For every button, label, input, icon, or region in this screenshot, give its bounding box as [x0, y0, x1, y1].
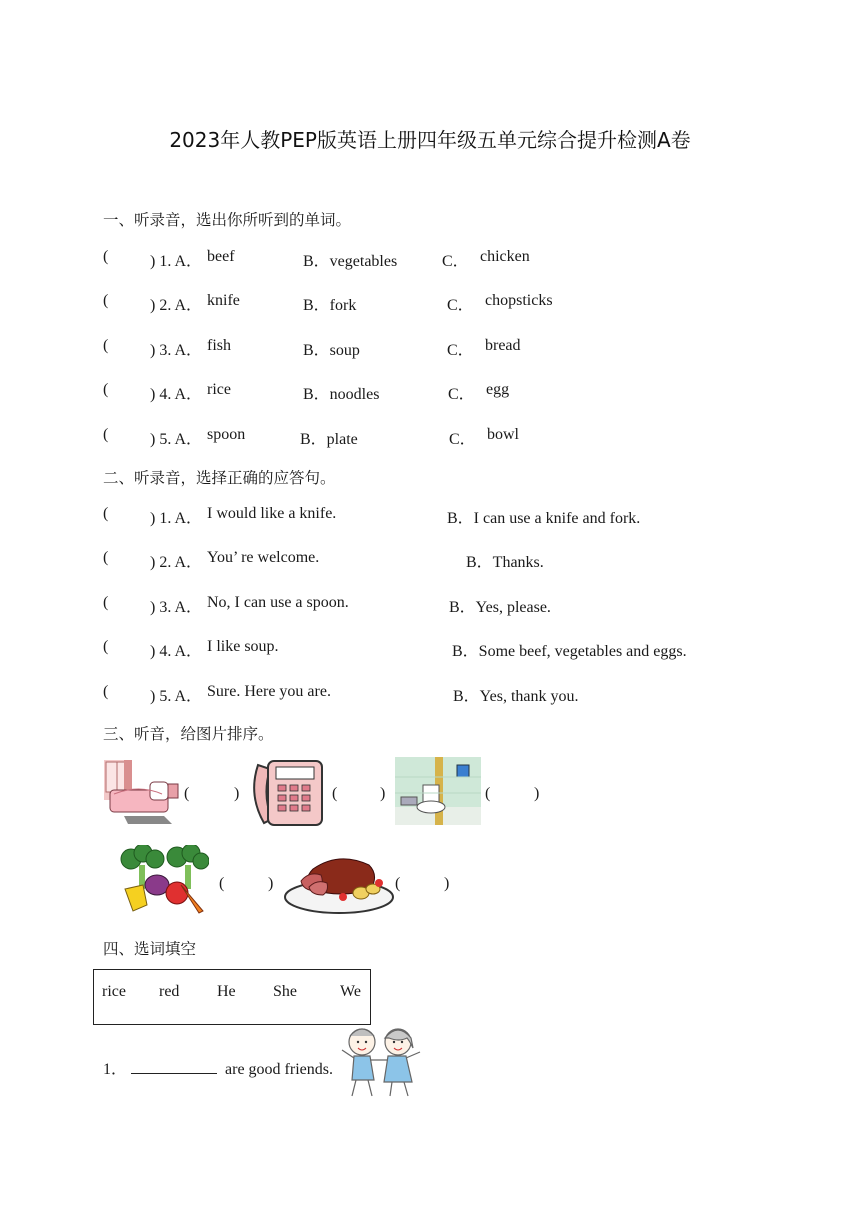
- option-a: You’ re welcome.: [207, 549, 320, 566]
- option-b: B．soup: [303, 342, 360, 359]
- order-paren-close: ): [234, 785, 240, 802]
- vegetables-image: [117, 845, 209, 915]
- question-number: ) 1. A．: [150, 510, 203, 527]
- word-option: red: [159, 983, 180, 1000]
- telephone-image: [250, 757, 326, 829]
- order-paren-open[interactable]: (: [395, 875, 401, 892]
- option-a: Sure. Here you are.: [207, 683, 331, 700]
- option-b: B．Yes, thank you.: [453, 688, 579, 705]
- option-c: chopsticks: [485, 292, 553, 309]
- word-option: We: [340, 983, 361, 1000]
- option-c: chicken: [480, 248, 530, 265]
- page-title: 2023年人教PEP版英语上册四年级五单元综合提升检测A卷: [169, 128, 691, 152]
- option-c-label: C．: [449, 431, 476, 448]
- order-paren-open[interactable]: (: [219, 875, 225, 892]
- word-option: She: [273, 983, 297, 1000]
- question-number: ) 3. A．: [150, 599, 203, 616]
- option-b: B．fork: [303, 297, 357, 314]
- answer-blank[interactable]: [131, 1059, 217, 1074]
- answer-paren-open[interactable]: (: [103, 292, 109, 309]
- question-number: ) 5. A．: [150, 431, 203, 448]
- option-c: bowl: [487, 426, 519, 443]
- option-a: I like soup.: [207, 638, 279, 655]
- word-option: rice: [102, 983, 126, 1000]
- option-b: B．Some beef, vegetables and eggs.: [452, 643, 687, 660]
- order-paren-open[interactable]: (: [184, 785, 190, 802]
- order-paren-open[interactable]: (: [485, 785, 491, 802]
- option-b: B．vegetables: [303, 253, 398, 270]
- question-number: ) 1. A．: [150, 253, 203, 270]
- option-a: beef: [207, 248, 235, 265]
- answer-paren-open[interactable]: (: [103, 549, 109, 566]
- order-paren-close: ): [380, 785, 386, 802]
- question-number: 1．: [103, 1061, 128, 1078]
- option-a: rice: [207, 381, 231, 398]
- friends-image: [340, 1024, 422, 1100]
- answer-paren-open[interactable]: (: [103, 683, 109, 700]
- beef-plate-image: [283, 851, 395, 915]
- order-paren-close: ): [444, 875, 450, 892]
- answer-paren-open[interactable]: (: [103, 248, 109, 265]
- answer-paren-open[interactable]: (: [103, 594, 109, 611]
- option-c: bread: [485, 337, 521, 354]
- question-number: ) 4. A．: [150, 643, 203, 660]
- word-bank-box: [93, 969, 371, 1025]
- order-paren-close: ): [268, 875, 274, 892]
- option-a: knife: [207, 292, 240, 309]
- word-option: He: [217, 983, 236, 1000]
- bathroom-image: [395, 757, 481, 825]
- section4-heading: 四、选词填空: [103, 940, 197, 958]
- answer-paren-open[interactable]: (: [103, 337, 109, 354]
- option-c-label: C．: [447, 342, 474, 359]
- option-a: I would like a knife.: [207, 505, 337, 522]
- option-a: spoon: [207, 426, 246, 443]
- question-number: ) 3. A．: [150, 342, 203, 359]
- bedroom-image: [104, 760, 182, 828]
- question-number: ) 4. A．: [150, 386, 203, 403]
- section3-heading: 三、听音，给图片排序。: [103, 725, 274, 743]
- fill-question-1: [103, 1056, 333, 1079]
- option-c: egg: [486, 381, 510, 398]
- option-b: B．plate: [300, 431, 358, 448]
- option-a: fish: [207, 337, 231, 354]
- option-c-label: C．: [442, 253, 469, 270]
- answer-paren-open[interactable]: (: [103, 426, 109, 443]
- question-number: ) 5. A．: [150, 688, 203, 705]
- answer-paren-open[interactable]: (: [103, 505, 109, 522]
- answer-paren-open[interactable]: (: [103, 381, 109, 398]
- option-b: B．Thanks.: [466, 554, 544, 571]
- order-paren-open[interactable]: (: [332, 785, 338, 802]
- question-number: ) 2. A．: [150, 554, 203, 571]
- option-c-label: C．: [448, 386, 475, 403]
- option-a: No, I can use a spoon.: [207, 594, 349, 611]
- option-b: B．Yes, please.: [449, 599, 551, 616]
- order-paren-close: ): [534, 785, 540, 802]
- question-number: ) 2. A．: [150, 297, 203, 314]
- option-b: B．I can use a knife and fork.: [447, 510, 641, 527]
- question-text: are good friends.: [225, 1061, 333, 1078]
- option-b: B．noodles: [303, 386, 380, 403]
- option-c-label: C．: [447, 297, 474, 314]
- section2-heading: 二、听录音，选择正确的应答句。: [103, 469, 336, 487]
- section1-heading: 一、听录音，选出你所听到的单词。: [103, 211, 352, 229]
- answer-paren-open[interactable]: (: [103, 638, 109, 655]
